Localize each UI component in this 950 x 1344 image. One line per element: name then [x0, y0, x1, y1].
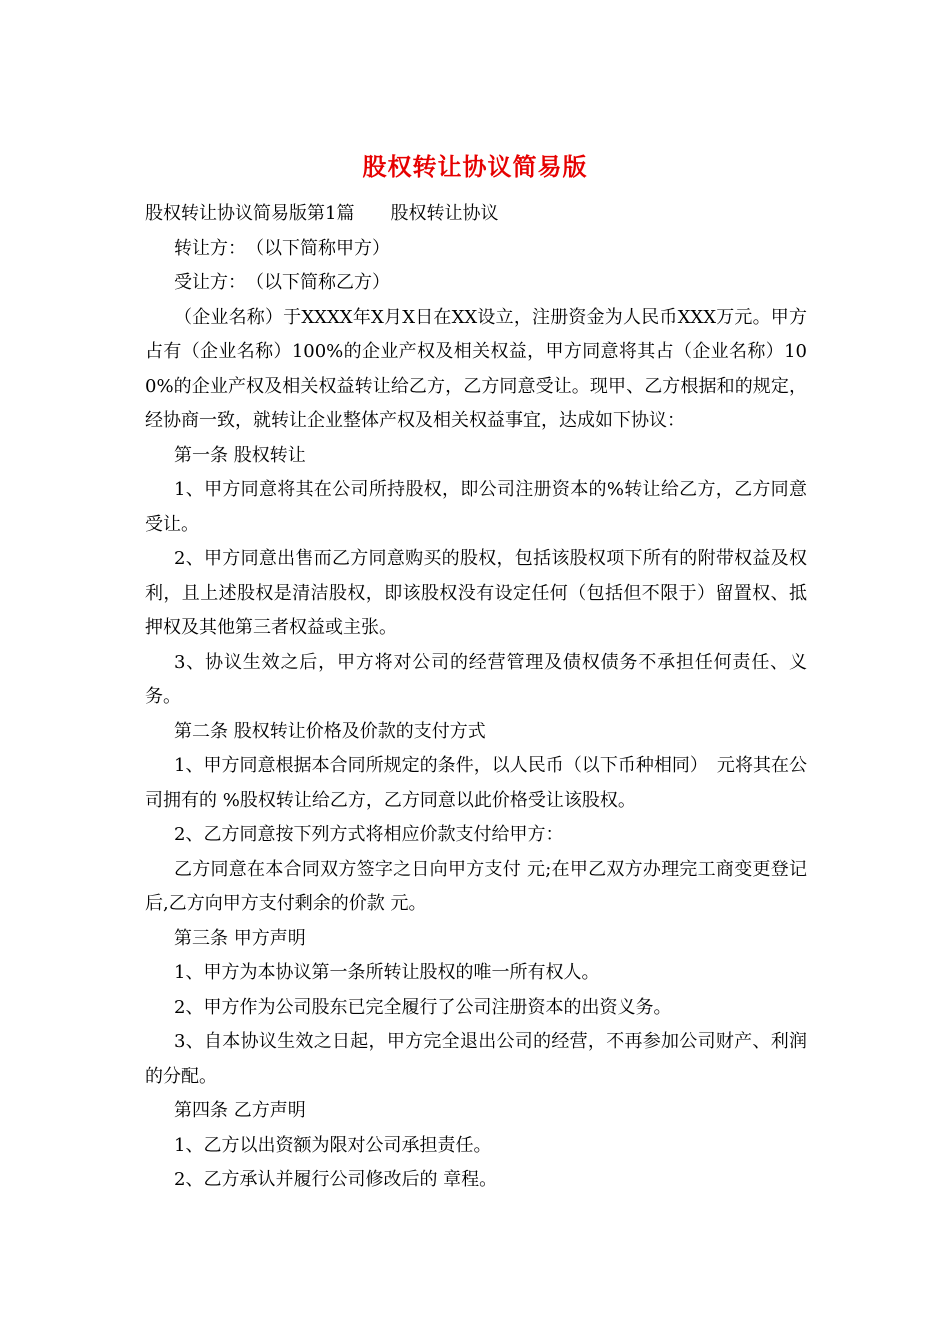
paragraph: 1、甲方为本协议第一条所转让股权的唯一所有权人。: [174, 962, 600, 983]
paragraph: 乙方同意在本合同双方签字之日向甲方支付 元;在甲乙双方办理完工商变更登记后,乙方向甲方支付剩余的价款 元。: [145, 858, 807, 914]
paragraph: 1、乙方以出资额为限对公司承担责任。: [174, 1134, 492, 1156]
paragraph: 1、甲方同意根据本合同所规定的条件，以人民币（以下币种相同） 元将其在公司拥有的 %股权转让给乙方，乙方同意以此价格受让该股权。: [145, 755, 807, 811]
paragraph: 2、甲方同意出售而乙方同意购买的股权，包括该股权项下所有的附带权益及权利，且上述股权是清洁股权，即该股权没有设定任何（包括但不限于）留置权、抵押权及其他第三者权益或主张。: [145, 548, 807, 638]
paragraph: 2、甲方作为公司股东已完全履行了公司注册资本的出资义务。: [174, 996, 672, 1018]
paragraph: 2、乙方承认并履行公司修改后的 章程。: [174, 1169, 498, 1190]
paragraph: 第三条 甲方声明: [174, 927, 306, 949]
paragraph: （企业名称）于XXXX年X月X日在XX设立，注册资金为人民币XXX万元。甲方占有（企业名称）100%的企业产权及相关权益，甲方同意将其占（企业名称）100%的企业产权及相关权益转让给乙方，乙方同意受让。现甲、乙方根据和的规定，经协商一致，就转让企业整体产权及相关权益事宜，达成如下协议：: [145, 306, 807, 431]
paragraph: 第一条 股权转让: [174, 444, 306, 466]
paragraph: 转让方： （以下简称甲方）: [174, 237, 390, 259]
paragraph: 3、协议生效之后，甲方将对公司的经营管理及债权债务不承担任何责任、义务。: [145, 651, 807, 707]
paragraph: 股权转让协议简易版第1篇 股权转让协议: [145, 203, 499, 224]
paragraph: 2、乙方同意按下列方式将相应价款支付给甲方：: [174, 824, 564, 845]
paragraph: 1、甲方同意将其在公司所持股权，即公司注册资本的%转让给乙方，乙方同意受让。: [145, 479, 807, 535]
paragraph: 第四条 乙方声明: [174, 1100, 306, 1121]
paragraph: 第二条 股权转让价格及价款的支付方式: [174, 720, 486, 742]
paragraph: 受让方： （以下简称乙方）: [174, 272, 390, 293]
paragraph: 3、自本协议生效之日起，甲方完全退出公司的经营，不再参加公司财产、利润的分配。: [145, 1031, 807, 1087]
document-title: 股权转让协议简易版: [362, 152, 588, 181]
document-body: [145, 197, 807, 1198]
